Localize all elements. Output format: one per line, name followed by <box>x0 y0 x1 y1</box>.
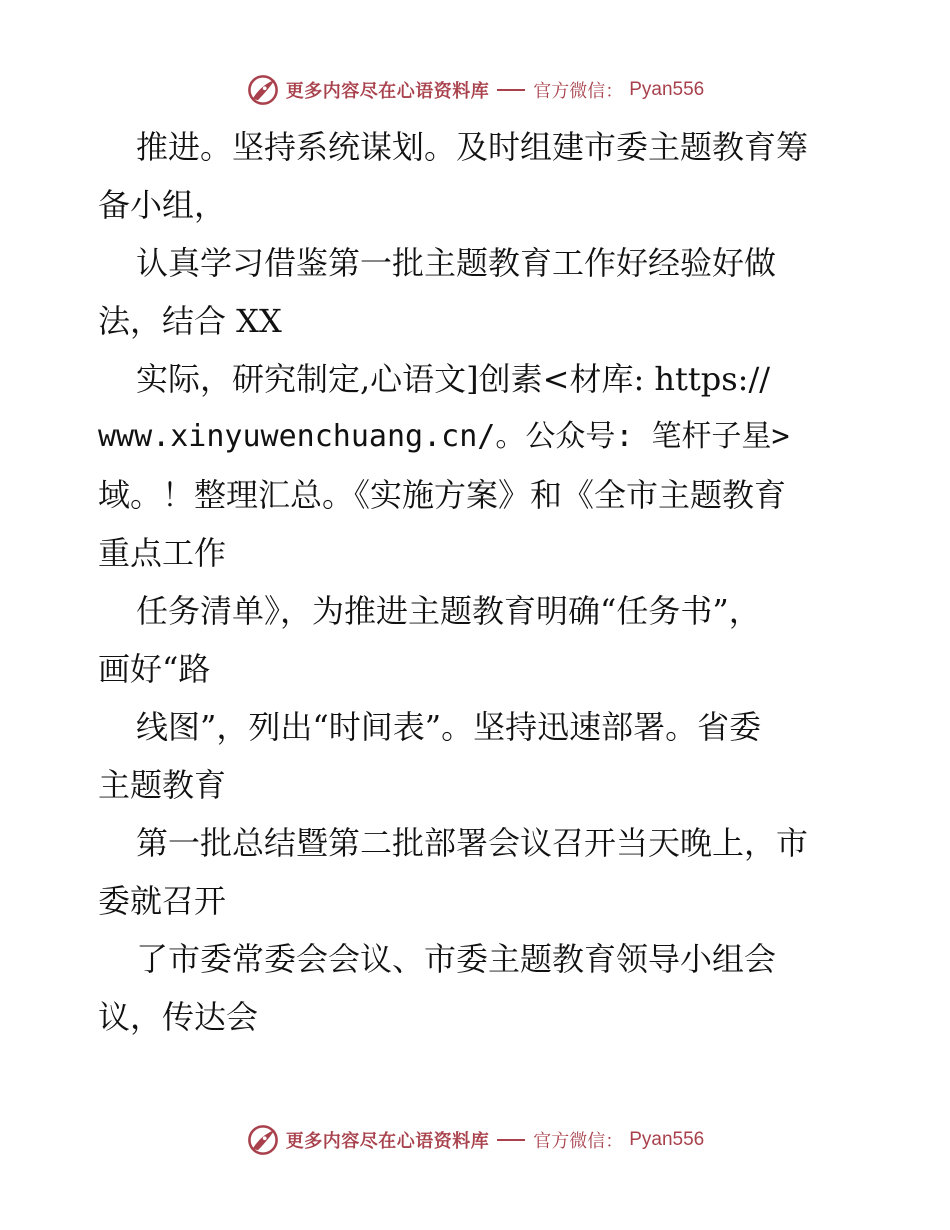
body-line: 了市委常委会会议、市委主题教育领导小组会 <box>136 940 777 978</box>
header-brand-text: 更多内容尽在心语资料库 <box>285 81 490 102</box>
body-line: 法，结合 XX <box>98 302 282 340</box>
footer-watermark <box>0 1120 950 1160</box>
body-line: 委就召开 <box>98 882 227 920</box>
pen-nib-logo-icon <box>246 1123 280 1157</box>
body-line: 议，传达会 <box>98 998 259 1036</box>
body-line: 备小组， <box>98 186 227 224</box>
body-line: 任务清单》，为推进主题教育明确“任务书”， <box>136 592 761 630</box>
pen-nib-logo-icon <box>246 73 280 107</box>
header-watermark <box>0 70 950 110</box>
body-line: 域。！整理汇总。《实施方案》和《全市主题教育 <box>98 476 787 514</box>
footer-brand-text: 更多内容尽在心语资料库 <box>285 1131 490 1152</box>
footer-sub-text: 官方微信： <box>533 1131 624 1152</box>
body-line: 重点工作 <box>98 534 227 572</box>
document-body <box>98 118 858 1046</box>
body-line: www.xinyuwenchuang.cn/。公众号: 笔杆子星> <box>98 419 790 454</box>
body-line: 推进。坚持系统谋划。及时组建市委主题教育筹 <box>136 128 809 166</box>
header-handle: Pyan556 <box>629 79 705 100</box>
body-line: 线图”，列出“时间表”。坚持迅速部署。省委 <box>136 708 762 746</box>
body-line: 第一批总结暨第二批部署会议召开当天晚上，市 <box>136 824 809 862</box>
body-line: 实际，研究制定,心语文]创素<材库: https:// <box>136 360 771 398</box>
header-sub-text: 官方微信： <box>533 81 624 102</box>
footer-separator <box>497 1139 525 1141</box>
body-line: 画好“路 <box>98 650 211 688</box>
body-line: 认真学习借鉴第一批主题教育工作好经验好做 <box>136 244 777 282</box>
body-line: 主题教育 <box>98 766 227 804</box>
footer-handle: Pyan556 <box>629 1129 705 1150</box>
header-separator <box>497 89 525 91</box>
